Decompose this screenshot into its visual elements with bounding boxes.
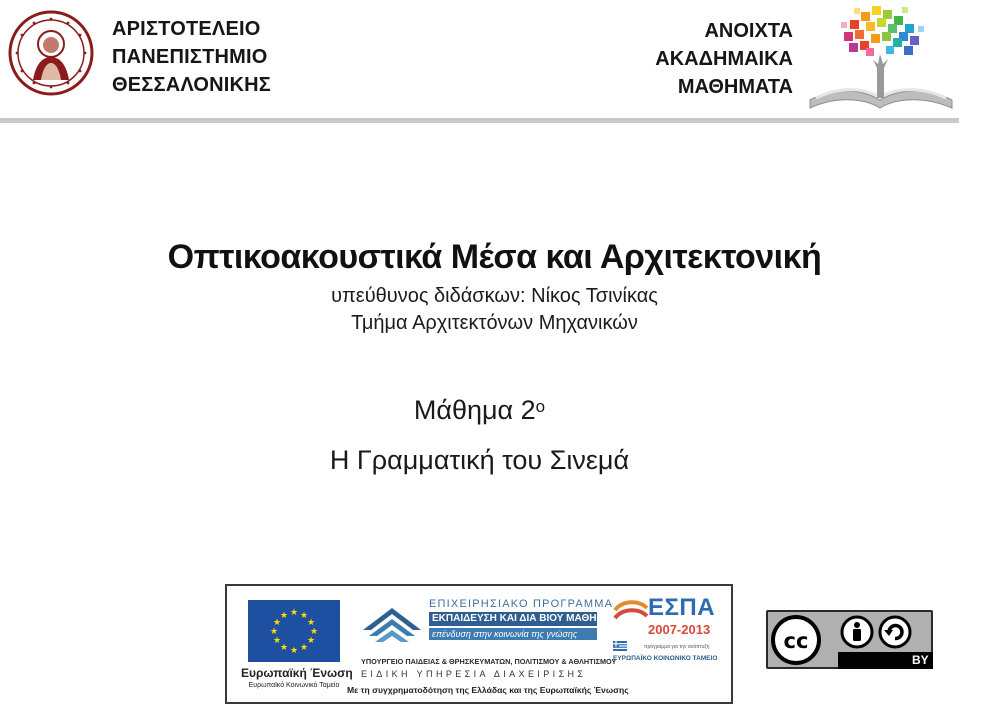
op-program-name: ΕΚΠΑΙΔΕΥΣΗ ΚΑΙ ΔΙΑ ΒΙΟΥ ΜΑΘΗΣΗ xyxy=(429,612,597,626)
ministry-label: ΥΠΟΥΡΓΕΙΟ ΠΑΙΔΕΙΑΣ & ΘΡΗΣΚΕΥΜΑΤΩΝ, ΠΟΛΙΤΙΣΜΟΥ & ΑΘΛΗΤΙΣΜΟΥ xyxy=(361,657,617,666)
svg-text:★: ★ xyxy=(306,636,316,646)
cc-terms-bar xyxy=(838,652,969,669)
svg-text:★: ★ xyxy=(279,611,289,621)
funding-banner xyxy=(225,584,733,704)
svg-text:★: ★ xyxy=(289,646,299,656)
svg-text:★: ★ xyxy=(269,627,279,637)
instructor-line: υπεύθυνος διδάσκων: Νίκος Τσινίκας xyxy=(331,285,658,307)
department-line: Τμήμα Αρχιτεκτόνων Μηχανικών xyxy=(351,312,638,334)
espa-wordmark: ΕΣΠΑ xyxy=(648,594,716,621)
lesson-title: Η Γραμματική του Σινεμά xyxy=(329,445,630,475)
open-courses-title-line: ΜΑΘΗΜΑΤΑ xyxy=(677,76,793,98)
svg-text:★: ★ xyxy=(306,618,316,628)
open-courses-tree-book-icon xyxy=(806,2,956,114)
cc-sa-label: SA xyxy=(952,653,969,667)
eu-fund-label: Ευρωπαϊκό Κοινωνικό Ταμείο xyxy=(248,682,340,689)
university-name xyxy=(112,15,271,99)
espa-tagline: πρόγραμμα για την ανάπτυξη xyxy=(644,644,710,650)
university-name-line: ΠΑΝΕΠΙΣΤΗΜΙΟ xyxy=(112,46,268,68)
svg-text:★: ★ xyxy=(299,643,309,653)
espa-fund-label: ΕΥΡΩΠΑΪΚΟ ΚΟΙΝΩΝΙΚΟ ΤΑΜΕΙΟ xyxy=(613,655,718,662)
op-program-label: ΕΠΙΧΕΙΡΗΣΙΑΚΟ ΠΡΟΓΡΑΜΜΑ xyxy=(429,598,614,610)
header xyxy=(0,0,959,124)
cofunding-statement: Με τη συγχρηματοδότηση της Ελλάδας και της Ευρωπαϊκής Ένωσης xyxy=(347,685,629,695)
espa-years: 2007-2013 xyxy=(648,622,711,637)
education-program-logo-icon xyxy=(361,600,423,642)
university-name-line: ΘΕΣΣΑΛΟΝΙΚΗΣ xyxy=(112,74,271,96)
svg-text:★: ★ xyxy=(272,636,282,646)
eu-label: Ευρωπαϊκή Ένωση xyxy=(241,666,353,680)
managing-authority-label: ΕΙΔΙΚΗ ΥΠΗΡΕΣΙΑ ΔΙΑΧΕΙΡΙΣΗΣ xyxy=(361,669,587,679)
svg-text:★: ★ xyxy=(289,608,299,618)
attribution-icon xyxy=(840,615,874,649)
greek-flag-icon xyxy=(613,641,627,651)
cc-license-badge[interactable] xyxy=(766,610,969,669)
open-courses-title-line: ΑΚΑΔΗΜΑΙΚΑ xyxy=(655,48,793,70)
eu-flag-icon xyxy=(248,600,340,662)
svg-text:★: ★ xyxy=(299,611,309,621)
creative-commons-icon xyxy=(770,615,824,665)
cc-by-label: BY xyxy=(912,653,929,667)
svg-text:★: ★ xyxy=(309,627,319,637)
lesson-ordinal-suffix: ο xyxy=(535,397,546,416)
op-program-slogan: επένδυση στην κοινωνία της γνώσης xyxy=(429,628,597,640)
course-title: Οπτικοακουστικά Μέσα και Αρχιτεκτονική xyxy=(167,238,822,276)
svg-text:cc: cc xyxy=(783,629,809,653)
lesson-prefix: Μάθημα 2 xyxy=(413,395,536,425)
svg-text:★: ★ xyxy=(272,618,282,628)
university-name-line: ΑΡΙΣΤΟΤΕΛΕΙΟ xyxy=(112,18,261,40)
svg-text:★: ★ xyxy=(279,643,289,653)
share-alike-icon xyxy=(878,615,912,649)
lesson-number xyxy=(0,392,959,428)
university-seal-icon xyxy=(8,10,94,96)
open-courses-title xyxy=(655,17,793,101)
open-courses-title-line: ΑΝΟΙΧΤΑ xyxy=(704,20,793,42)
header-divider xyxy=(0,118,959,123)
